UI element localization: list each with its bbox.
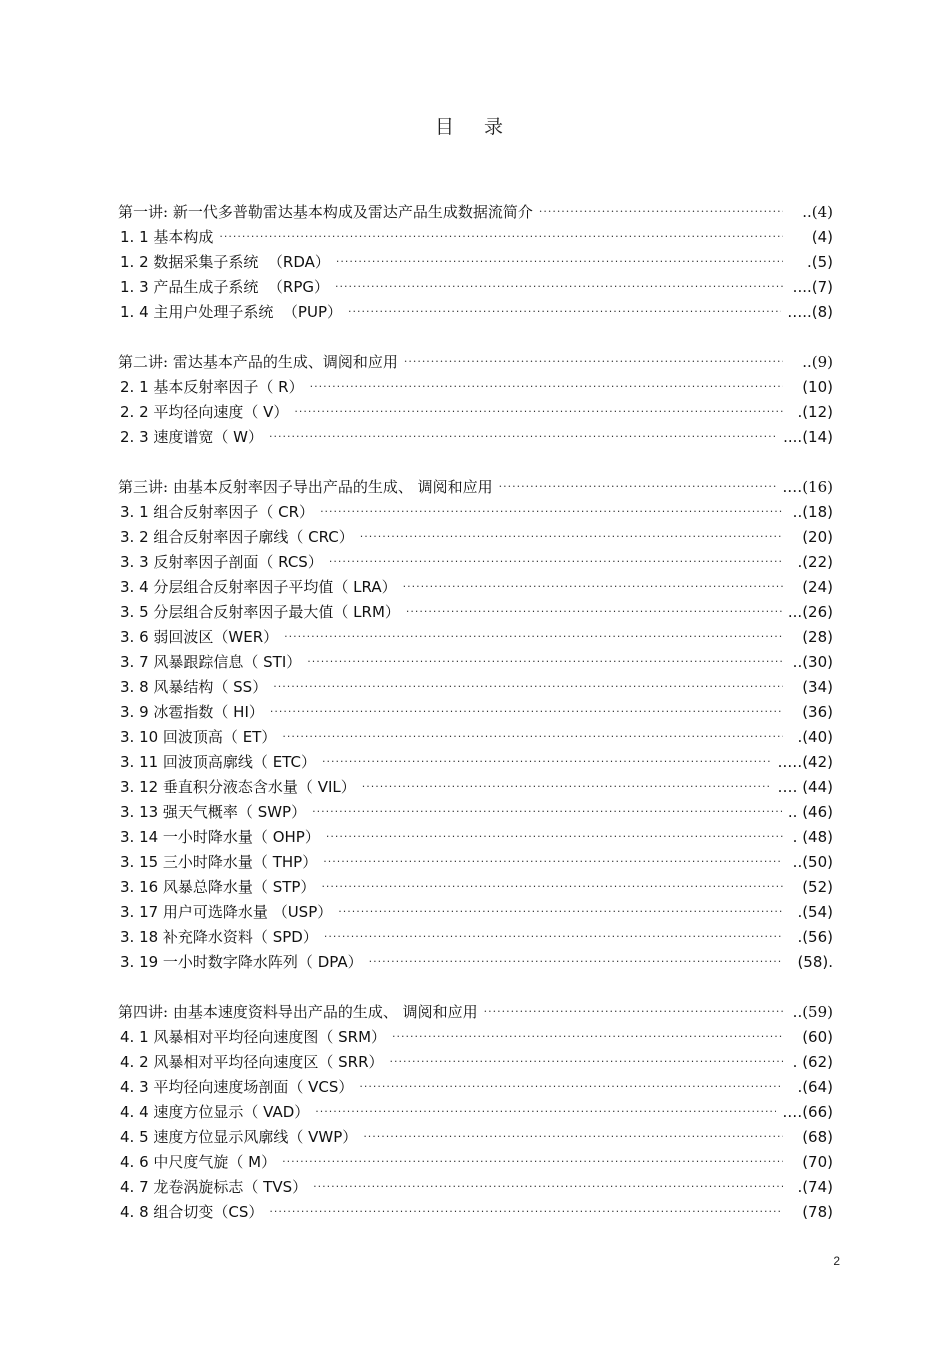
toc-entry-page: . (48) <box>792 828 833 846</box>
toc-entry-page: ..(50) <box>792 853 833 871</box>
toc-item[interactable] <box>118 1125 833 1150</box>
toc-entry-label: 3. 10 回波顶高（ ET） <box>120 728 277 746</box>
toc-item[interactable] <box>118 775 833 800</box>
toc-item[interactable] <box>118 675 833 700</box>
toc-lecture-heading[interactable] <box>118 350 833 375</box>
toc-entry-label: 3. 12 垂直积分液态含水量（ VIL） <box>120 778 356 796</box>
dot-leader <box>335 274 783 299</box>
toc-section <box>118 1000 833 1225</box>
toc-entry-page: .(12) <box>797 403 833 421</box>
toc-entry-page: (20) <box>802 528 833 546</box>
toc-entry-page: ..(59) <box>792 1003 833 1021</box>
toc-entry-label: 第一讲: 新一代多普勒雷达基本构成及雷达产品生成数据流简介 <box>118 203 533 221</box>
dot-leader <box>326 824 783 849</box>
toc-lecture-heading[interactable] <box>118 200 833 225</box>
dot-leader <box>320 499 783 524</box>
toc-entry-page: (60) <box>802 1028 833 1046</box>
dot-leader <box>322 749 772 774</box>
toc-item[interactable] <box>118 700 833 725</box>
toc-entry-page: . (62) <box>792 1053 833 1071</box>
toc-entry-label: 4. 1 风暴相对平均径向速度图（ SRM） <box>120 1028 387 1046</box>
toc-item[interactable] <box>118 625 833 650</box>
toc-entry-page: ..(4) <box>802 203 833 221</box>
toc-entry-label: 3. 18 补充降水资料（ SPD） <box>120 928 318 946</box>
dot-leader <box>359 1074 783 1099</box>
toc-entry-page: .…(66) <box>782 1103 833 1121</box>
page-title: 目 录 <box>434 116 516 138</box>
toc-item[interactable] <box>118 1200 833 1225</box>
toc-section <box>118 200 833 325</box>
toc-item[interactable] <box>118 900 833 925</box>
toc-entry-page: ....(7) <box>792 278 833 296</box>
toc-entry-page: .. (46) <box>787 803 833 821</box>
dot-leader <box>282 1149 783 1174</box>
toc-entry-label: 4. 3 平均径向速度场剖面（ VCS） <box>120 1078 354 1096</box>
toc-item[interactable] <box>118 425 833 450</box>
toc-entry-page: .(5) <box>806 253 833 271</box>
dot-leader <box>338 899 783 924</box>
toc-entry-label: 3. 11 回波顶高廓线（ ETC） <box>120 753 316 771</box>
toc-entry-label: 3. 5 分层组合反射率因子最大值（ LRM） <box>120 603 400 621</box>
toc-entry-page: .(56) <box>797 928 833 946</box>
toc-entry-page: .(74) <box>797 1178 833 1196</box>
dot-leader <box>499 474 777 499</box>
toc-entry-page: .(22) <box>797 553 833 571</box>
toc-entry-label: 4. 2 风暴相对平均径向速度区（ SRR） <box>120 1053 384 1071</box>
dot-leader <box>324 924 783 949</box>
toc-entry-label: 2. 3 速度谱宽（ W） <box>120 428 263 446</box>
page-number: 2 <box>833 1254 840 1268</box>
toc-item[interactable] <box>118 1175 833 1200</box>
dot-leader <box>403 574 783 599</box>
toc-item[interactable] <box>118 250 833 275</box>
dot-leader <box>310 374 783 399</box>
toc-entry-label: 2. 1 基本反射率因子（ R） <box>120 378 304 396</box>
dot-leader <box>539 199 783 224</box>
toc-entry-label: 1. 4 主用户处理子系统 （PUP） <box>120 303 342 321</box>
dot-leader <box>269 1199 783 1224</box>
toc-section <box>118 475 833 975</box>
toc-item[interactable] <box>118 750 833 775</box>
dot-leader <box>390 1049 783 1074</box>
dot-leader <box>273 674 783 699</box>
toc-entry-page: ..(30) <box>792 653 833 671</box>
toc-item[interactable] <box>118 725 833 750</box>
toc-item[interactable] <box>118 850 833 875</box>
toc-entry-page: (52) <box>802 878 833 896</box>
toc-entry-label: 3. 4 分层组合反射率因子平均值（ LRA） <box>120 578 397 596</box>
toc-entry-label: 3. 14 一小时降水量（ OHP） <box>120 828 320 846</box>
dot-leader <box>360 524 783 549</box>
toc-item[interactable] <box>118 400 833 425</box>
toc-entry-label: 4. 5 速度方位显示风廓线（ VWP） <box>120 1128 358 1146</box>
dot-leader <box>404 349 783 374</box>
toc-item[interactable] <box>118 1050 833 1075</box>
dot-leader <box>284 624 783 649</box>
dot-leader <box>363 1124 783 1149</box>
dot-leader <box>392 1024 783 1049</box>
toc-entry-label: 4. 8 组合切变（CS） <box>120 1203 264 1221</box>
toc-item[interactable] <box>118 925 833 950</box>
toc-entry-label: 3. 7 风暴跟踪信息（ STI） <box>120 653 302 671</box>
toc-entry-page: (68) <box>802 1128 833 1146</box>
dot-leader <box>282 724 783 749</box>
dot-leader <box>270 699 783 724</box>
dot-leader <box>369 949 783 974</box>
toc-entry-page: ....(14) <box>783 428 833 446</box>
toc-entry-label: 3. 16 风暴总降水量（ STP） <box>120 878 316 896</box>
toc-entry-page: (36) <box>802 703 833 721</box>
toc-entry-page: ..(9) <box>802 353 833 371</box>
toc-item[interactable] <box>118 825 833 850</box>
dot-leader <box>484 999 783 1024</box>
toc-item[interactable] <box>118 1100 833 1125</box>
toc-entry-label: 3. 2 组合反射率因子廓线（ CRC） <box>120 528 354 546</box>
toc-item[interactable] <box>118 225 833 250</box>
dot-leader <box>315 1099 776 1124</box>
toc-entry-label: 3. 9 冰雹指数（ HI） <box>120 703 264 721</box>
dot-leader <box>294 399 783 424</box>
toc-entry-label: 3. 19 一小时数字降水阵列（ DPA） <box>120 953 363 971</box>
toc-entry-page: ...(26) <box>787 603 833 621</box>
toc-section <box>118 350 833 450</box>
toc-entry-label: 3. 3 反射率因子剖面（ RCS） <box>120 553 323 571</box>
toc-entry-page: .…(16) <box>782 478 833 496</box>
toc-entry-label: 3. 17 用户可选降水量 （USP） <box>120 903 333 921</box>
toc-item[interactable] <box>118 375 833 400</box>
toc-entry-label: 4. 7 龙卷涡旋标志（ TVS） <box>120 1178 308 1196</box>
toc-entry-page: ..(18) <box>792 503 833 521</box>
toc-entry-page: (58). <box>797 953 833 971</box>
toc-item[interactable] <box>118 600 833 625</box>
toc-entry-label: 2. 2 平均径向速度（ V） <box>120 403 289 421</box>
toc-entry-page: …..(8) <box>787 303 833 321</box>
toc-entry-label: 3. 1 组合反射率因子（ CR） <box>120 503 315 521</box>
toc-item[interactable] <box>118 550 833 575</box>
dot-leader <box>329 549 783 574</box>
toc-item[interactable] <box>118 950 833 975</box>
table-of-contents <box>118 200 833 1250</box>
toc-entry-page: (28) <box>802 628 833 646</box>
toc-entry-label: 4. 6 中尺度气旋（ M） <box>120 1153 277 1171</box>
dot-leader <box>321 874 783 899</box>
toc-entry-label: 1. 1 基本构成 <box>120 228 214 246</box>
toc-entry-page: .(64) <box>797 1078 833 1096</box>
toc-item[interactable] <box>118 1025 833 1050</box>
toc-entry-label: 3. 15 三小时降水量（ THP） <box>120 853 318 871</box>
toc-item[interactable] <box>118 875 833 900</box>
toc-item[interactable] <box>118 500 833 525</box>
dot-leader <box>307 649 783 674</box>
toc-entry-page: (24) <box>802 578 833 596</box>
dot-leader <box>336 249 783 274</box>
toc-entry-page: (78) <box>802 1203 833 1221</box>
dot-leader <box>348 299 781 324</box>
toc-item[interactable] <box>118 575 833 600</box>
toc-entry-label: 1. 2 数据采集子系统 （RDA） <box>120 253 330 271</box>
dot-leader <box>406 599 782 624</box>
toc-item[interactable] <box>118 650 833 675</box>
toc-entry-label: 3. 6 弱回波区（WER） <box>120 628 279 646</box>
toc-entry-page: .… (44) <box>777 778 833 796</box>
dot-leader <box>269 424 777 449</box>
toc-entry-label: 第二讲: 雷达基本产品的生成、调阅和应用 <box>118 353 398 371</box>
toc-item[interactable] <box>118 800 833 825</box>
dot-leader <box>312 799 782 824</box>
dot-leader <box>362 774 772 799</box>
toc-entry-label: 4. 4 速度方位显示（ VAD） <box>120 1103 310 1121</box>
toc-entry-page: (34) <box>802 678 833 696</box>
toc-entry-label: 第三讲: 由基本反射率因子导出产品的生成、 调阅和应用 <box>118 478 493 496</box>
toc-item[interactable] <box>118 1150 833 1175</box>
toc-entry-page: (70) <box>802 1153 833 1171</box>
toc-item[interactable] <box>118 525 833 550</box>
toc-entry-label: 3. 8 风暴结构（ SS） <box>120 678 268 696</box>
toc-entry-page: .(40) <box>797 728 833 746</box>
toc-item[interactable] <box>118 275 833 300</box>
toc-item[interactable] <box>118 1075 833 1100</box>
toc-lecture-heading[interactable] <box>118 1000 833 1025</box>
toc-entry-page: (10) <box>802 378 833 396</box>
dot-leader <box>313 1174 783 1199</box>
toc-entry-label: 第四讲: 由基本速度资料导出产品的生成、 调阅和应用 <box>118 1003 478 1021</box>
dot-leader <box>323 849 783 874</box>
toc-item[interactable] <box>118 300 833 325</box>
toc-entry-page: .(54) <box>797 903 833 921</box>
toc-entry-page: (4) <box>811 228 833 246</box>
toc-lecture-heading[interactable] <box>118 475 833 500</box>
toc-entry-label: 3. 13 强天气概率（ SWP） <box>120 803 307 821</box>
dot-leader <box>219 224 783 249</box>
toc-entry-label: 1. 3 产品生成子系统 （RPG） <box>120 278 330 296</box>
toc-entry-page: ..…(42) <box>777 753 833 771</box>
